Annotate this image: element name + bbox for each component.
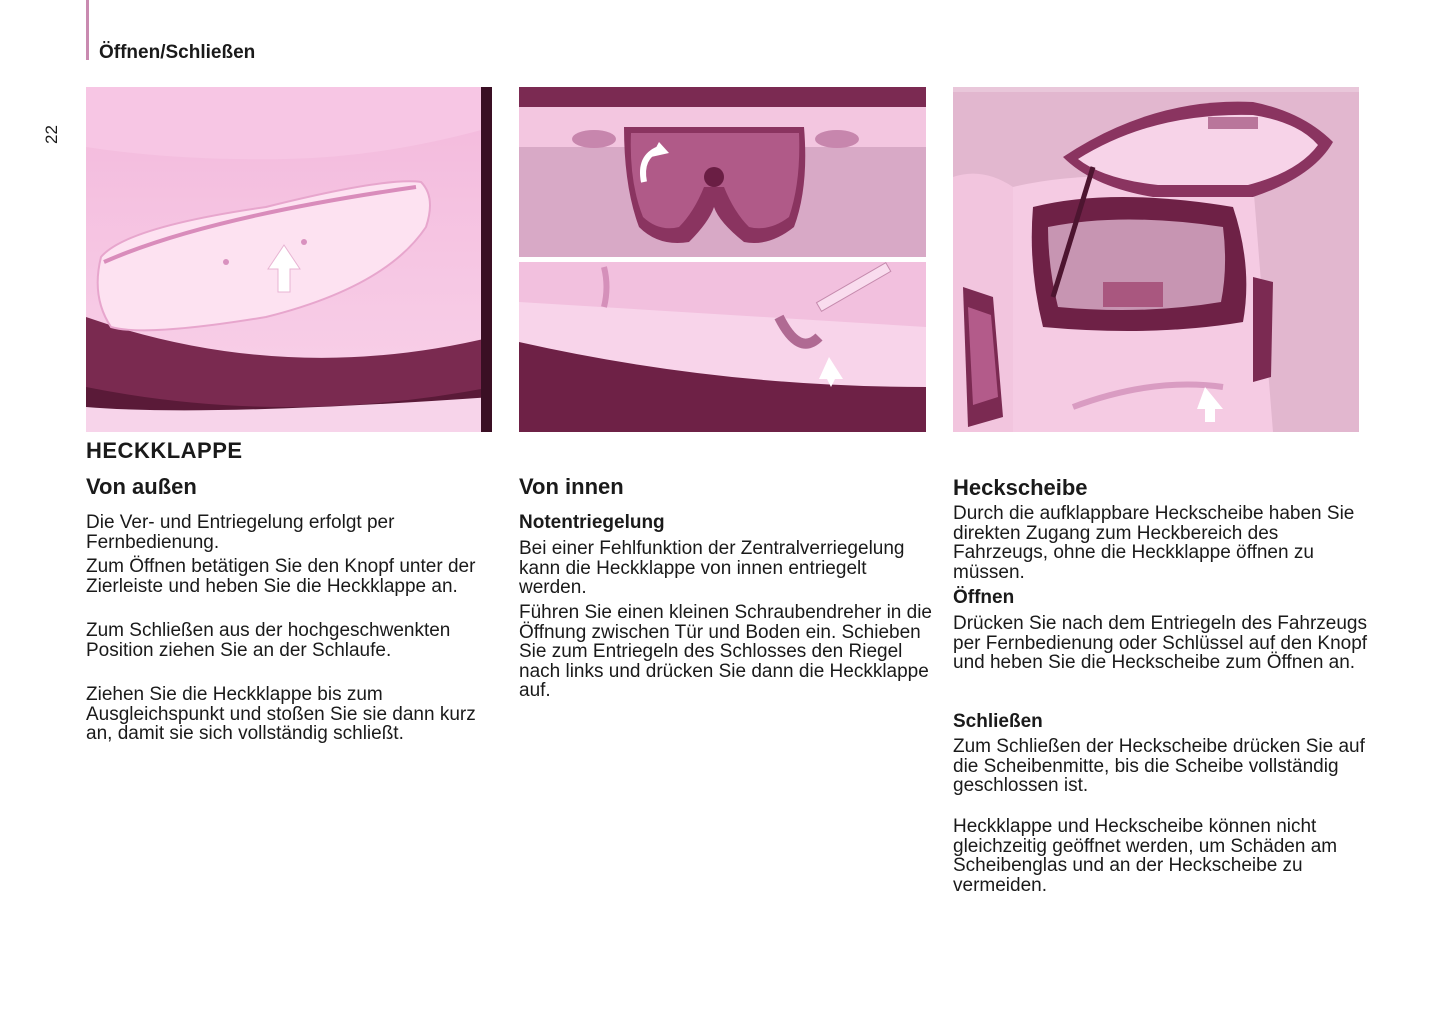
paragraph: Die Ver- und Entriegelung erfolgt per Fernbedienung. bbox=[86, 512, 395, 553]
margin-bar bbox=[86, 0, 89, 60]
page-number: 22 bbox=[42, 125, 61, 144]
schliessen-heading: Schließen bbox=[953, 711, 1043, 732]
paragraph: Zum Schließen aus der hochgeschwenkten Position ziehen Sie an der Schlaufe. bbox=[86, 620, 451, 661]
emergency-release-illustration bbox=[519, 87, 926, 432]
paragraph: Bei einer Fehlfunktion der Zentralverriegelung kann die Heckklappe von innen entriegelt werden. bbox=[519, 538, 905, 598]
paragraph: Ziehen Sie die Heckklappe bis zum Ausgleichspunkt und stoßen Sie sie dann kurz an, damit sie sich vollständig schließt. bbox=[86, 684, 476, 744]
tailgate-handle-illustration bbox=[86, 87, 492, 432]
von-innen-heading: Von innen bbox=[519, 474, 624, 499]
paragraph: Führen Sie einen kleinen Schraubendreher in die Öffnung zwischen Tür und Boden ein. Schieben Sie zum Entriegeln des Schlosses den Riegel nach links und drücken Sie dann die Heckklappe auf. bbox=[519, 602, 932, 701]
heckscheibe-heading: Heckscheibe bbox=[953, 475, 1088, 500]
open-paragraph: Drücken Sie nach dem Entriegeln des Fahrzeugs per Fernbedienung oder Schlüssel auf den Knopf und heben Sie die Heckscheibe zum Öffnen an. bbox=[953, 613, 1368, 673]
oeffnen-heading: Öffnen bbox=[953, 587, 1015, 608]
heckklappe-heading: HECKKLAPPE bbox=[86, 438, 243, 463]
paragraph: Zum Öffnen betätigen Sie den Knopf unter der Zierleiste und heben Sie die Heckklappe an. bbox=[86, 556, 476, 597]
von-aussen-heading: Von außen bbox=[86, 474, 197, 499]
notentriegelung-heading: Notentriegelung bbox=[519, 512, 665, 533]
section-title: Öffnen/Schließen bbox=[99, 42, 256, 63]
close-paragraph: Zum Schließen der Heckscheibe drücken Sie auf die Scheibenmitte, bis die Scheibe vollständig geschlossen ist. bbox=[953, 736, 1365, 796]
note-paragraph: Heckklappe und Heckscheibe können nicht gleichzeitig geöffnet werden, um Schäden am Scheibenglas und an der Heckscheibe zu vermeiden. bbox=[953, 816, 1338, 896]
intro-paragraph: Durch die aufklappbare Heckscheibe haben Sie direkten Zugang zum Heckbereich des Fahrzeugs, ohne die Heckklappe öffnen zu müssen. bbox=[953, 503, 1355, 583]
rear-window-illustration bbox=[953, 87, 1359, 432]
